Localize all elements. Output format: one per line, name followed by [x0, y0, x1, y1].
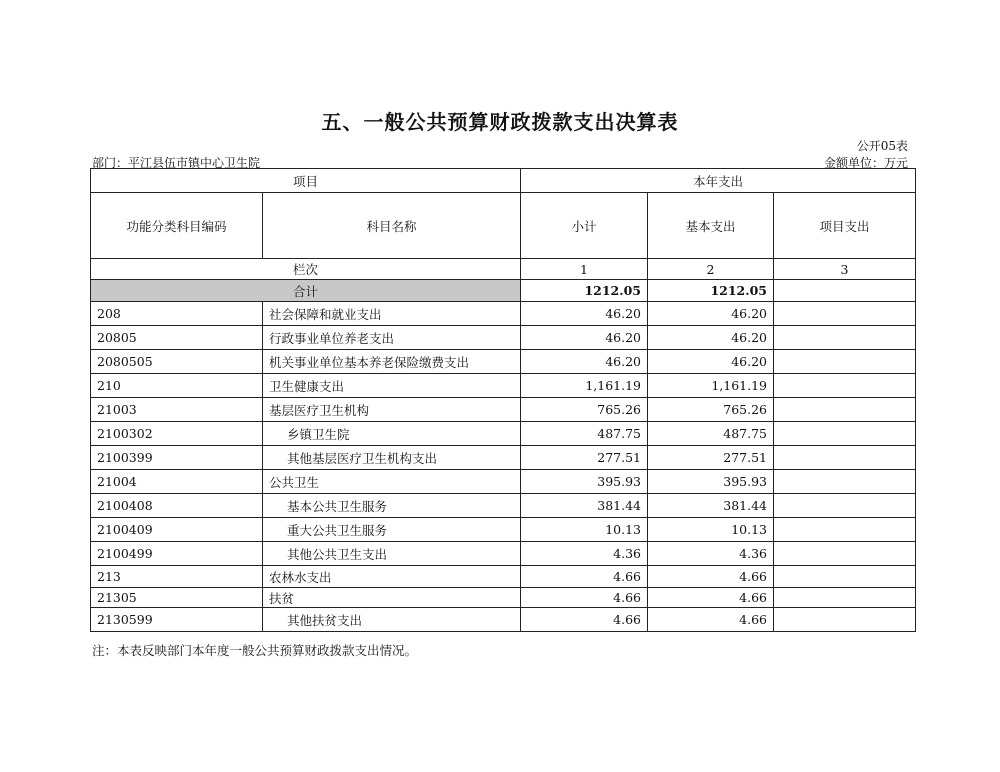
total-subtotal: 1212.05 [521, 280, 648, 302]
table-row [91, 374, 916, 398]
row-name: 其他扶贫支出 [263, 608, 521, 632]
row-basic: 4.66 [648, 608, 774, 632]
column-index-2: 2 [648, 259, 774, 280]
row-project [774, 494, 916, 518]
row-name: 公共卫生 [263, 470, 521, 494]
row-basic: 4.36 [648, 542, 774, 566]
row-code: 21003 [91, 398, 263, 422]
table-row [91, 398, 916, 422]
row-code: 208 [91, 302, 263, 326]
total-project [774, 280, 916, 302]
row-project [774, 350, 916, 374]
table-row [91, 518, 916, 542]
total-label: 合计 [91, 280, 521, 302]
table-row [91, 446, 916, 470]
row-code: 213 [91, 566, 263, 588]
row-name: 扶贫 [263, 588, 521, 608]
row-project [774, 398, 916, 422]
row-subtotal: 4.66 [521, 566, 648, 588]
row-project [774, 470, 916, 494]
row-basic: 46.20 [648, 350, 774, 374]
header-row-2 [91, 193, 916, 259]
row-subtotal: 487.75 [521, 422, 648, 446]
row-name: 基本公共卫生服务 [263, 494, 521, 518]
total-basic: 1212.05 [648, 280, 774, 302]
row-name: 其他基层医疗卫生机构支出 [263, 446, 521, 470]
row-basic: 4.66 [648, 566, 774, 588]
table-row [91, 542, 916, 566]
row-code: 20805 [91, 326, 263, 350]
row-basic: 10.13 [648, 518, 774, 542]
row-code: 2100302 [91, 422, 263, 446]
form-number: 公开05表 [856, 139, 908, 153]
row-code: 2100499 [91, 542, 263, 566]
footnote: 注：本表反映部门本年度一般公共预算财政拨款支出情况。 [92, 643, 418, 658]
row-subtotal: 4.66 [521, 608, 648, 632]
column-index-row [91, 259, 916, 280]
amount-unit-label: 金额单位：万元 [823, 156, 908, 170]
row-name: 基层医疗卫生机构 [263, 398, 521, 422]
department-label: 部门：平江县伍市镇中心卫生院 [92, 156, 261, 170]
table-row [91, 608, 916, 632]
expense-table [90, 168, 916, 632]
row-name: 社会保障和就业支出 [263, 302, 521, 326]
row-subtotal: 381.44 [521, 494, 648, 518]
row-name: 重大公共卫生服务 [263, 518, 521, 542]
row-code: 2100408 [91, 494, 263, 518]
header-year-expense: 本年支出 [521, 169, 916, 193]
column-index-label: 栏次 [91, 259, 521, 280]
header-basic: 基本支出 [648, 193, 774, 259]
table-row [91, 566, 916, 588]
row-code: 2130599 [91, 608, 263, 632]
row-name: 农林水支出 [263, 566, 521, 588]
header-row-1 [91, 169, 916, 193]
row-subtotal: 46.20 [521, 326, 648, 350]
row-project [774, 422, 916, 446]
row-subtotal: 10.13 [521, 518, 648, 542]
row-project [774, 542, 916, 566]
table-row [91, 350, 916, 374]
row-project [774, 566, 916, 588]
row-project [774, 518, 916, 542]
row-subtotal: 46.20 [521, 350, 648, 374]
total-row [91, 280, 916, 302]
row-name: 卫生健康支出 [263, 374, 521, 398]
row-subtotal: 4.66 [521, 588, 648, 608]
row-basic: 277.51 [648, 446, 774, 470]
row-project [774, 608, 916, 632]
row-subtotal: 277.51 [521, 446, 648, 470]
row-basic: 487.75 [648, 422, 774, 446]
header-subtotal: 小计 [521, 193, 648, 259]
header-code: 功能分类科目编码 [91, 193, 263, 259]
row-subtotal: 1,161.19 [521, 374, 648, 398]
header-item: 项目 [91, 169, 521, 193]
row-subtotal: 4.36 [521, 542, 648, 566]
row-project [774, 588, 916, 608]
column-index-3: 3 [774, 259, 916, 280]
row-code: 210 [91, 374, 263, 398]
table-row [91, 470, 916, 494]
row-basic: 1,161.19 [648, 374, 774, 398]
row-subtotal: 395.93 [521, 470, 648, 494]
row-name: 乡镇卫生院 [263, 422, 521, 446]
table-row [91, 494, 916, 518]
header-name: 科目名称 [263, 193, 521, 259]
row-basic: 765.26 [648, 398, 774, 422]
table-row [91, 422, 916, 446]
row-subtotal: 765.26 [521, 398, 648, 422]
row-project [774, 374, 916, 398]
row-code: 2100399 [91, 446, 263, 470]
page-title: 五、一般公共预算财政拨款支出决算表 [321, 110, 679, 134]
row-code: 21004 [91, 470, 263, 494]
row-subtotal: 46.20 [521, 302, 648, 326]
row-basic: 46.20 [648, 326, 774, 350]
row-code: 21305 [91, 588, 263, 608]
column-index-1: 1 [521, 259, 648, 280]
row-basic: 395.93 [648, 470, 774, 494]
table-row [91, 302, 916, 326]
row-basic: 381.44 [648, 494, 774, 518]
row-project [774, 446, 916, 470]
row-project [774, 326, 916, 350]
row-name: 行政事业单位养老支出 [263, 326, 521, 350]
row-project [774, 302, 916, 326]
row-basic: 46.20 [648, 302, 774, 326]
row-code: 2100409 [91, 518, 263, 542]
table-row [91, 588, 916, 608]
row-code: 2080505 [91, 350, 263, 374]
row-basic: 4.66 [648, 588, 774, 608]
row-name: 机关事业单位基本养老保险缴费支出 [263, 350, 521, 374]
row-name: 其他公共卫生支出 [263, 542, 521, 566]
table-row [91, 326, 916, 350]
header-project: 项目支出 [774, 193, 916, 259]
